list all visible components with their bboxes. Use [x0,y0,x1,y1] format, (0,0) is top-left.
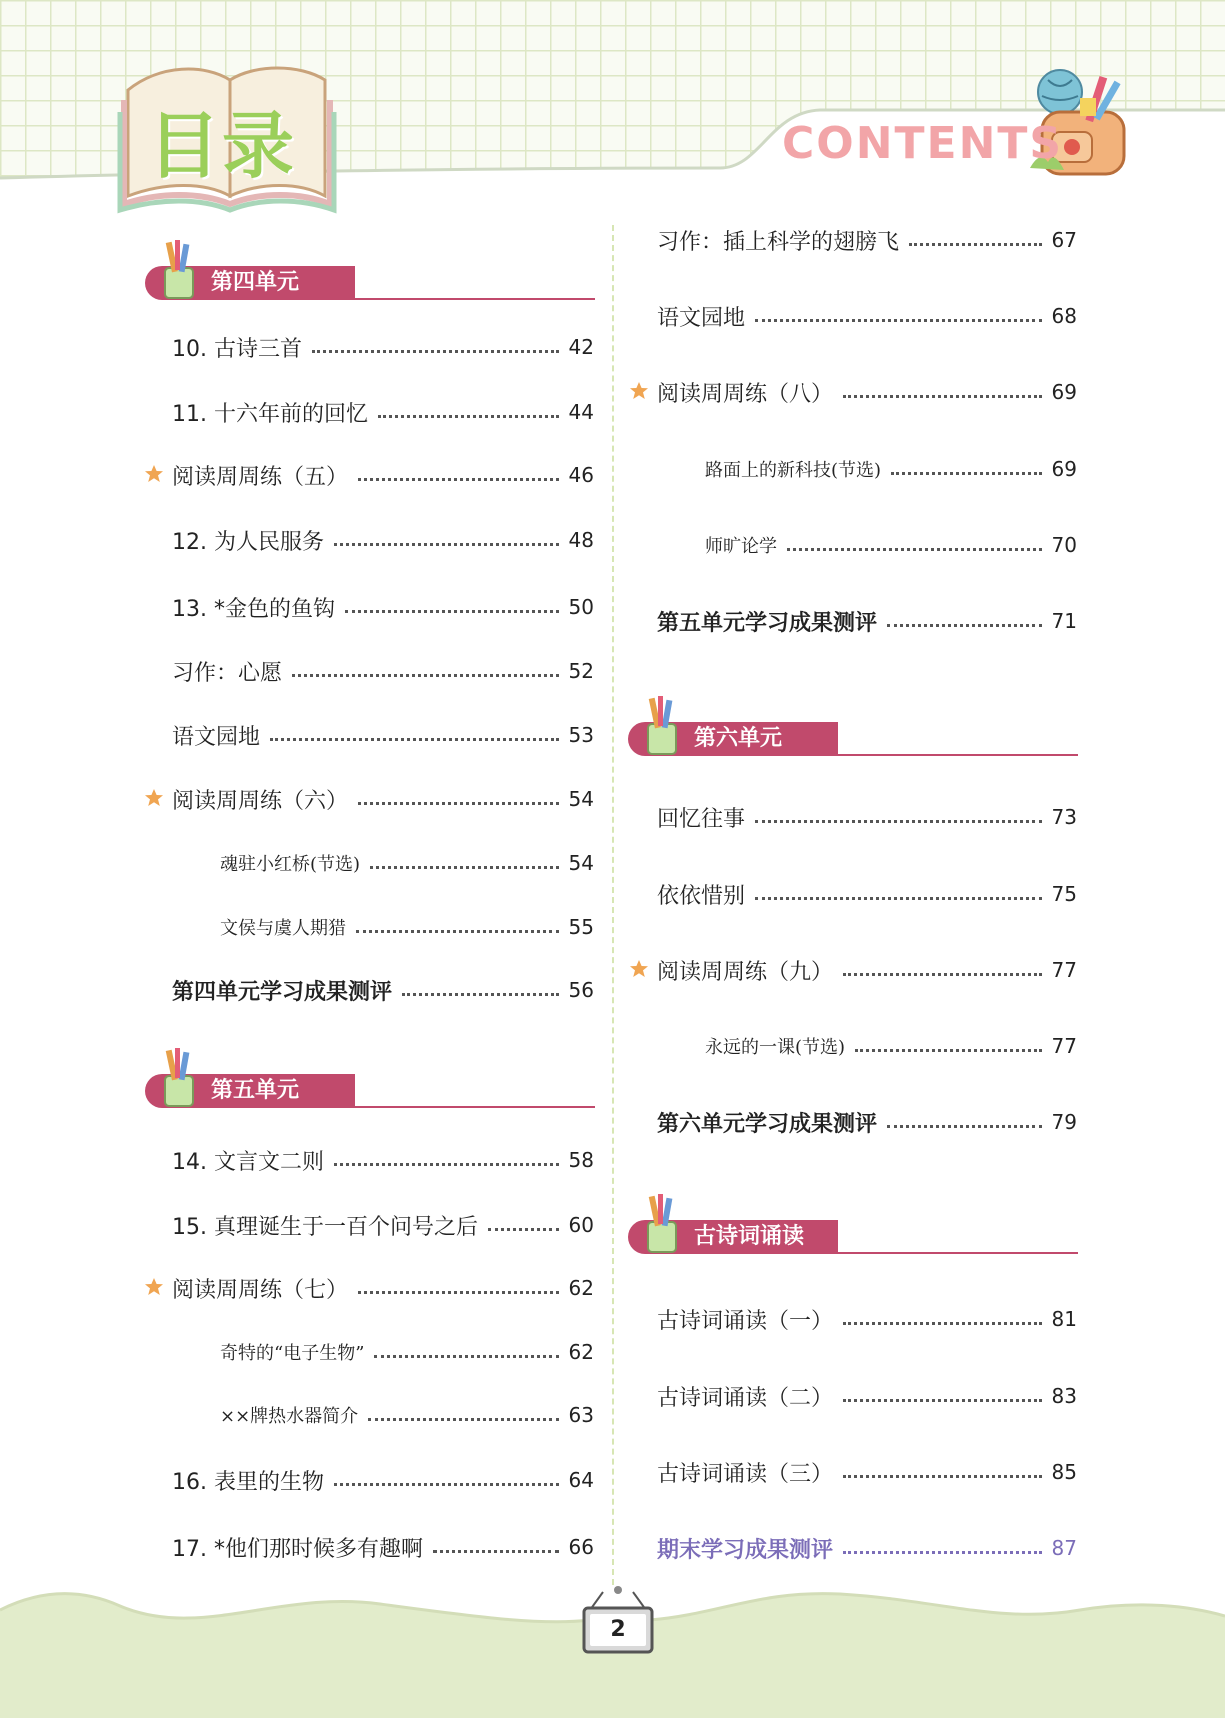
leader-dots [368,1418,558,1421]
leader-dots [334,1163,559,1166]
toc-entry[interactable] [172,458,594,492]
entry-page: 79 [1051,1110,1077,1134]
entry-title: 17. *他们那时候多有趣啊 [172,1536,423,1562]
entry-title: 10. 古诗三首 [172,336,302,362]
entry-title: 第五单元学习成果测评 [657,610,878,636]
star-icon [144,464,164,484]
leader-dots [312,350,559,353]
section-underline [345,1106,595,1108]
entry-page: 83 [1051,1384,1077,1408]
section-underline [828,754,1078,756]
entry-title: 第四单元学习成果测评 [172,979,393,1005]
entry-page: 62 [568,1340,594,1364]
toc-subentry[interactable] [220,846,594,880]
toc-entry[interactable] [657,1302,1077,1336]
entry-page: 66 [568,1535,594,1559]
leader-dots [374,1355,558,1358]
toc-entry[interactable] [172,1208,594,1242]
entry-page: 68 [1051,304,1077,328]
entry-page: 60 [568,1213,594,1237]
entry-page: 50 [568,595,594,619]
entry-title: 阅读周周练（五） [172,464,349,490]
toc-entry[interactable] [172,1530,594,1564]
leader-dots [843,973,1042,976]
entry-title: 回忆往事 [657,806,746,832]
section-title: 第五单元 [211,1078,300,1103]
pencil-cup-icon [159,1048,199,1108]
section-header-unit-6 [628,702,1078,752]
toc-entry[interactable] [172,330,594,364]
toc-entry[interactable] [657,800,1077,834]
leader-dots [358,478,559,481]
toc-entry[interactable] [172,1143,594,1177]
column-divider [612,225,614,1585]
entry-page: 81 [1051,1307,1077,1331]
entry-title: 古诗词诵读（二） [657,1385,834,1411]
entry-page: 56 [568,978,594,1002]
entry-title: 习作：心愿 [172,660,283,686]
contents-label: CONTENTS [782,118,1064,169]
section-title: 古诗词诵读 [694,1224,805,1249]
footer-decoration [0,1580,1225,1718]
entry-page: 62 [568,1276,594,1300]
entry-title: 阅读周周练（八） [657,381,834,407]
entry-page: 55 [568,915,594,939]
entry-title: 12. 为人民服务 [172,529,324,555]
toc-entry-assessment[interactable] [657,1105,1077,1139]
toc-entry[interactable] [657,299,1077,333]
entry-page: 69 [1051,380,1077,404]
leader-dots [891,472,1042,475]
entry-page: 42 [568,335,594,359]
section-title: 第四单元 [211,270,300,295]
entry-page: 85 [1051,1460,1077,1484]
star-icon [144,788,164,808]
leader-dots [345,610,559,613]
leader-dots [843,1399,1042,1402]
leader-dots [855,1049,1042,1052]
pencil-cup-icon [159,240,199,300]
entry-page: 75 [1051,882,1077,906]
leader-dots [843,1475,1042,1478]
entry-page: 54 [568,851,594,875]
entry-title: 文侯与虞人期猎 [220,918,346,939]
entry-page: 63 [568,1403,594,1427]
entry-page: 44 [568,400,594,424]
toc-entry[interactable] [172,395,594,429]
entry-page: 70 [1051,533,1077,557]
toc-entry[interactable] [657,1455,1077,1489]
toc-entry[interactable] [172,1463,594,1497]
entry-page: 64 [568,1468,594,1492]
leader-dots [292,674,559,677]
leader-dots [887,624,1042,627]
entry-page: 53 [568,723,594,747]
toc-subentry[interactable] [220,910,594,944]
page-number: 2 [610,1617,626,1642]
toc-entry[interactable] [172,718,594,752]
entry-title: 永远的一课(节选) [705,1037,846,1058]
toc-subentry[interactable] [705,452,1077,486]
toc-entry[interactable] [172,1271,594,1305]
entry-title: 15. 真理诞生于一百个问号之后 [172,1214,478,1240]
leader-dots [270,738,559,741]
section-title: 第六单元 [694,726,783,751]
entry-title: 阅读周周练（六） [172,788,349,814]
entry-title: 11. 十六年前的回忆 [172,401,368,427]
entry-title: 第六单元学习成果测评 [657,1111,878,1137]
toc-entry[interactable] [657,1379,1077,1413]
leader-dots [488,1228,559,1231]
entry-page: 77 [1051,1034,1077,1058]
entry-title: 阅读周周练（九） [657,959,834,985]
pencil-cup-icon [642,1194,682,1254]
toc-subentry[interactable] [705,1029,1077,1063]
entry-title: 13. *金色的鱼钩 [172,596,335,622]
entry-title: 14. 文言文二则 [172,1149,324,1175]
leader-dots [909,243,1042,246]
entry-title: 路面上的新科技(节选) [705,460,882,481]
star-icon [629,959,649,979]
toc-entry-assessment[interactable] [657,604,1077,638]
entry-title: 16. 表里的生物 [172,1469,324,1495]
toc-entry[interactable] [172,523,594,557]
section-header-unit-4 [145,246,595,296]
entry-page: 52 [568,659,594,683]
toc-entry[interactable] [172,654,594,688]
section-header-poems [628,1200,1078,1250]
toc-entry-final-assessment[interactable] [657,1531,1077,1565]
entry-title: 阅读周周练（七） [172,1277,349,1303]
entry-title: ××牌热水器简介 [220,1406,359,1427]
page-title: 目录 [148,104,297,188]
leader-dots [433,1550,559,1553]
entry-page: 48 [568,528,594,552]
entry-page: 71 [1051,609,1077,633]
leader-dots [887,1125,1042,1128]
leader-dots [370,866,559,869]
leader-dots [843,395,1042,398]
entry-title: 魂驻小红桥(节选) [220,854,361,875]
leader-dots [358,802,559,805]
entry-title: 习作：插上科学的翅膀飞 [657,229,900,255]
entry-title: 语文园地 [172,724,261,750]
leader-dots [378,415,559,418]
entry-page: 69 [1051,457,1077,481]
toc-entry[interactable] [172,590,594,624]
entry-title: 语文园地 [657,305,746,331]
entry-page: 87 [1051,1536,1077,1560]
entry-page: 73 [1051,805,1077,829]
toc-entry[interactable] [657,375,1077,409]
entry-title: 古诗词诵读（一） [657,1308,834,1334]
toc-subentry[interactable] [705,528,1077,562]
entry-title: 师旷论学 [705,536,777,557]
leader-dots [755,319,1042,322]
section-header-unit-5 [145,1054,595,1104]
leader-dots [402,993,559,996]
star-icon [144,1277,164,1297]
section-underline [828,1252,1078,1254]
entry-title: 奇特的“电子生物” [220,1343,365,1364]
toc-subentry[interactable] [220,1335,594,1369]
entry-page: 67 [1051,228,1077,252]
toc-entry[interactable] [657,953,1077,987]
leader-dots [358,1291,559,1294]
leader-dots [755,820,1042,823]
toc-entry[interactable] [172,782,594,816]
entry-title: 期末学习成果测评 [657,1537,834,1563]
leader-dots [755,897,1042,900]
entry-title: 依依惜别 [657,883,746,909]
pencil-cup-icon [642,696,682,756]
star-icon [629,381,649,401]
leader-dots [843,1322,1042,1325]
toc-entry-assessment[interactable] [172,973,594,1007]
section-underline [345,298,595,300]
toc-entry[interactable] [657,223,1077,257]
toc-entry[interactable] [657,877,1077,911]
leader-dots [843,1551,1042,1554]
leader-dots [334,543,559,546]
entry-page: 46 [568,463,594,487]
toc-subentry[interactable] [220,1398,594,1432]
entry-page: 77 [1051,958,1077,982]
leader-dots [356,930,559,933]
entry-title: 古诗词诵读（三） [657,1461,834,1487]
leader-dots [787,548,1042,551]
entry-page: 54 [568,787,594,811]
entry-page: 58 [568,1148,594,1172]
leader-dots [334,1483,559,1486]
